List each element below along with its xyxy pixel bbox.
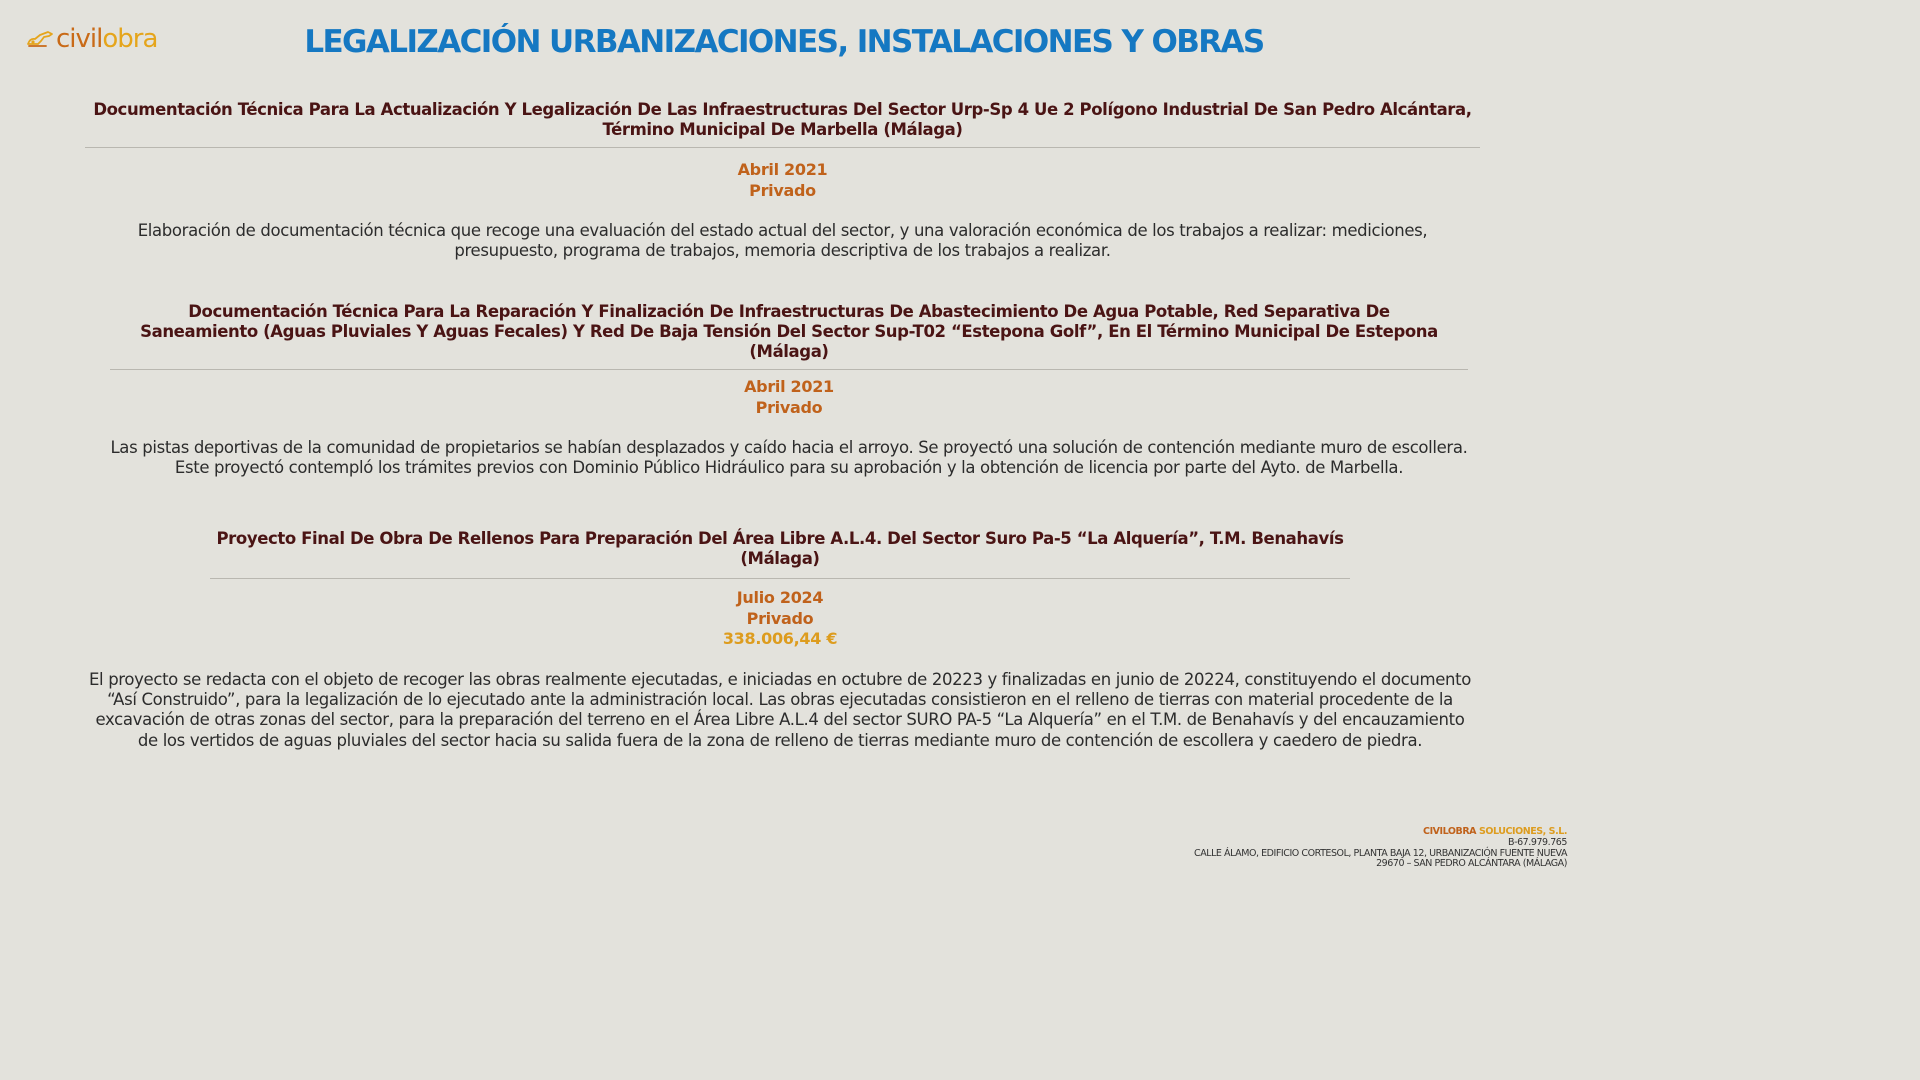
project-title: Documentación Técnica Para La Actualización Y Legalización De Las Infraestructuras Del Sector Urp-Sp 4 Ue 2 Polígono Industrial De San Pedro Alcántara, Término Municipal De Marbella (Málaga): [85, 100, 1480, 148]
project-client-type: Privado: [749, 180, 816, 200]
footer-address-line1: CALLE ÁLAMO, EDIFICIO CORTESOL, PLANTA BAJA 12, URBANIZACIÓN FUENTE NUEVA: [1194, 847, 1567, 859]
project-title: Proyecto Final De Obra De Rellenos Para Preparación Del Área Libre A.L.4. Del Sector Suro Pa-5 “La Alquería”, T.M. Benahavís (Málaga): [210, 529, 1350, 579]
company-footer: [1194, 827, 1567, 870]
project-description: El proyecto se redacta con el objeto de recoger las obras realmente ejecutadas, e iniciadas en octubre de 20223 y finalizadas en junio de 20224, constituyendo el documento “Así Construido”, para la legalización de lo ejecutado ante la administración local. Las obras ejecutadas consistieron en el relleno de tierras con material procedente de la excavación de otras zonas del sector, para la preparación del terreno en el Área Libre A.L.4 del sector SURO PA-5 “La Alquería” en el T.M. de Benahavís y del encauzamiento de los vertidos de aguas pluviales del sector hacia su salida fuera de la zona de relleno de tierras mediante muro de contención de escollera y caedero de piedra.: [88, 669, 1472, 750]
project-entry: [110, 302, 1468, 479]
project-description: Elaboración de documentación técnica que recoge una evaluación del estado actual del sector, y una valoración económica de los trabajos a realizar: mediciones, presupuesto, programa de trabajos, memoria descriptiva de los trabajos a realizar.: [137, 221, 1428, 261]
footer-company-name: CIVILOBRA SOLUCIONES, S.L.: [1423, 826, 1567, 837]
logo-wordmark: civilobra: [56, 24, 158, 54]
footer-address-line2: 29670 – SAN PEDRO ALCÁNTARA (MÁLAGA): [1376, 858, 1567, 870]
project-date: Julio 2024: [736, 588, 824, 607]
project-entry: [88, 529, 1472, 751]
project-entry: [85, 100, 1480, 262]
page-title: LEGALIZACIÓN URBANIZACIONES, INSTALACIONES Y OBRAS: [304, 24, 1264, 60]
project-date: Abril 2021: [737, 160, 828, 179]
project-title: Documentación Técnica Para La Reparación Y Finalización De Infraestructuras De Abastecimiento De Agua Potable, Red Separativa De Saneamiento (Aguas Pluviales Y Aguas Fecales) Y Red De Baja Tensión Del Sector Sup-T02 “Estepona Golf”, En El Término Municipal De Estepona (Málaga): [110, 302, 1468, 370]
project-amount: 338.006,44 €: [722, 629, 838, 648]
project-date: Abril 2021: [744, 377, 834, 396]
footer-cif: B-67.979.765: [1508, 836, 1567, 848]
project-client-type: Privado: [755, 397, 823, 417]
project-client-type: Privado: [746, 608, 814, 628]
project-description: Las pistas deportivas de la comunidad de propietarios se habían desplazados y caído hacia el arroyo. Se proyectó una solución de contención mediante muro de escollera. Este proyectó contempló los trámites previos con Dominio Público Hidráulico para su aprobación y la obtención de licencia por parte del Ayto. de Marbella.: [110, 438, 1468, 478]
